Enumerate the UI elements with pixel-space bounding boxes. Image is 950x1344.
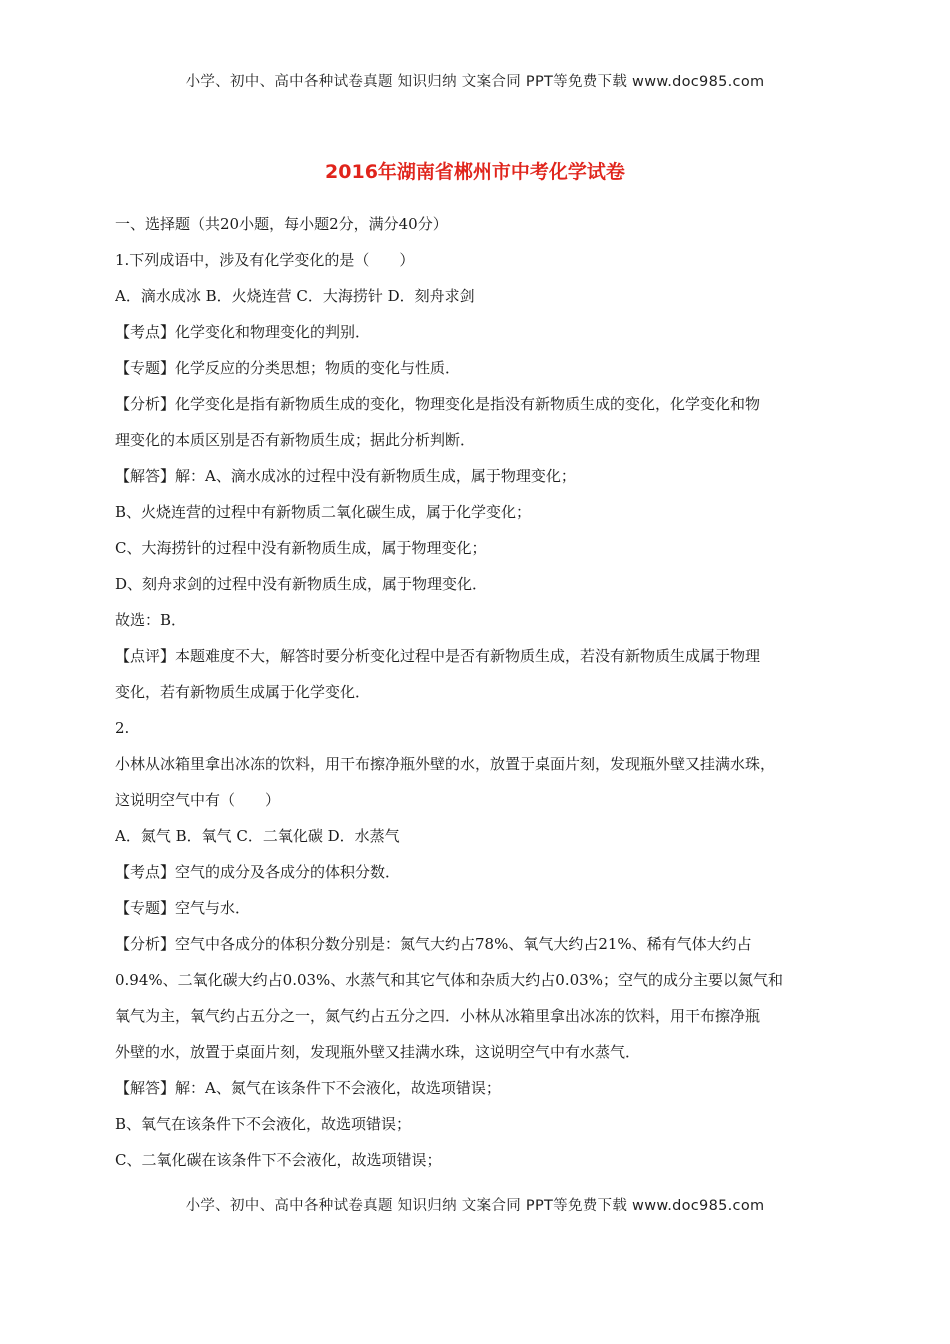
q2-number: 2. <box>115 719 130 737</box>
q1-options: A．滴水成冰 B．火烧连营 C．大海捞针 D．刻舟求剑 <box>115 287 475 305</box>
q1-dianping: 【点评】本题难度不大，解答时要分析变化过程中是否有新物质生成，若没有新物质生成属于物理 <box>115 647 761 665</box>
q2-fenxi: 【分析】空气中各成分的体积分数分别是：氮气大约占78%、氧气大约占21%、稀有气体大约占 <box>115 935 752 953</box>
q1-kaodian: 【考点】化学变化和物理变化的判别． <box>115 323 371 341</box>
q2-jieda-b: B、氧气在该条件下不会液化，故选项错误； <box>115 1115 412 1133</box>
q2-fenxi-cont3: 外壁的水，放置于桌面片刻，发现瓶外壁又挂满水珠，这说明空气中有水蒸气． <box>115 1043 641 1061</box>
q1-fenxi-cont: 理变化的本质区别是否有新物质生成；据此分析判断． <box>115 431 476 449</box>
page-title: 2016年湖南省郴州市中考化学试卷 <box>325 161 625 183</box>
q2-kaodian: 【考点】空气的成分及各成分的体积分数． <box>115 863 401 881</box>
q1-fenxi: 【分析】化学变化是指有新物质生成的变化，物理变化是指没有新物质生成的变化，化学变化和物 <box>115 395 761 413</box>
q1-jieda-b: B、火烧连营的过程中有新物质二氧化碳生成，属于化学变化； <box>115 503 532 521</box>
q2-fenxi-cont1: 0.94%、二氧化碳大约占0.03%、水蒸气和其它气体和杂质大约占0.03%；空气的成分主要以氮气和 <box>115 971 783 989</box>
page-footer: 小学、初中、高中各种试卷真题 知识归纳 文案合同 PPT等免费下载 www.doc985.com <box>185 1198 765 1214</box>
q2-jieda: 【解答】解：A、氮气在该条件下不会液化，故选项错误； <box>115 1079 501 1097</box>
page-header: 小学、初中、高中各种试卷真题 知识归纳 文案合同 PPT等免费下载 www.doc985.com <box>185 74 765 90</box>
q1-stem: 1.下列成语中，涉及有化学变化的是（ ） <box>115 251 415 269</box>
q1-jieda: 【解答】解：A、滴水成冰的过程中没有新物质生成，属于物理变化； <box>115 467 576 485</box>
q1-jieda-c: C、大海捞针的过程中没有新物质生成，属于物理变化； <box>115 539 487 557</box>
q2-stem: 小林从冰箱里拿出冰冻的饮料，用干布擦净瓶外壁的水，放置于桌面片刻，发现瓶外壁又挂满水珠， <box>115 755 776 773</box>
q1-zhuanti: 【专题】化学反应的分类思想；物质的变化与性质． <box>115 359 461 377</box>
q1-answer: 故选：B． <box>115 611 187 629</box>
q2-stem-cont: 这说明空气中有（ ） <box>115 791 281 809</box>
section-heading: 一、选择题（共20小题，每小题2分，满分40分） <box>115 215 448 233</box>
q2-zhuanti: 【专题】空气与水． <box>115 899 251 917</box>
q1-dianping-cont: 变化，若有新物质生成属于化学变化． <box>115 683 371 701</box>
q1-jieda-d: D、刻舟求剑的过程中没有新物质生成，属于物理变化． <box>115 575 488 593</box>
q2-jieda-c: C、二氧化碳在该条件下不会液化，故选项错误； <box>115 1151 442 1169</box>
q2-fenxi-cont2: 氧气为主，氧气约占五分之一，氮气约占五分之四．小林从冰箱里拿出冰冻的饮料，用干布擦净瓶 <box>115 1007 761 1025</box>
document-body <box>115 206 845 1178</box>
q2-options: A．氮气 B．氧气 C．二氧化碳 D．水蒸气 <box>115 827 400 845</box>
